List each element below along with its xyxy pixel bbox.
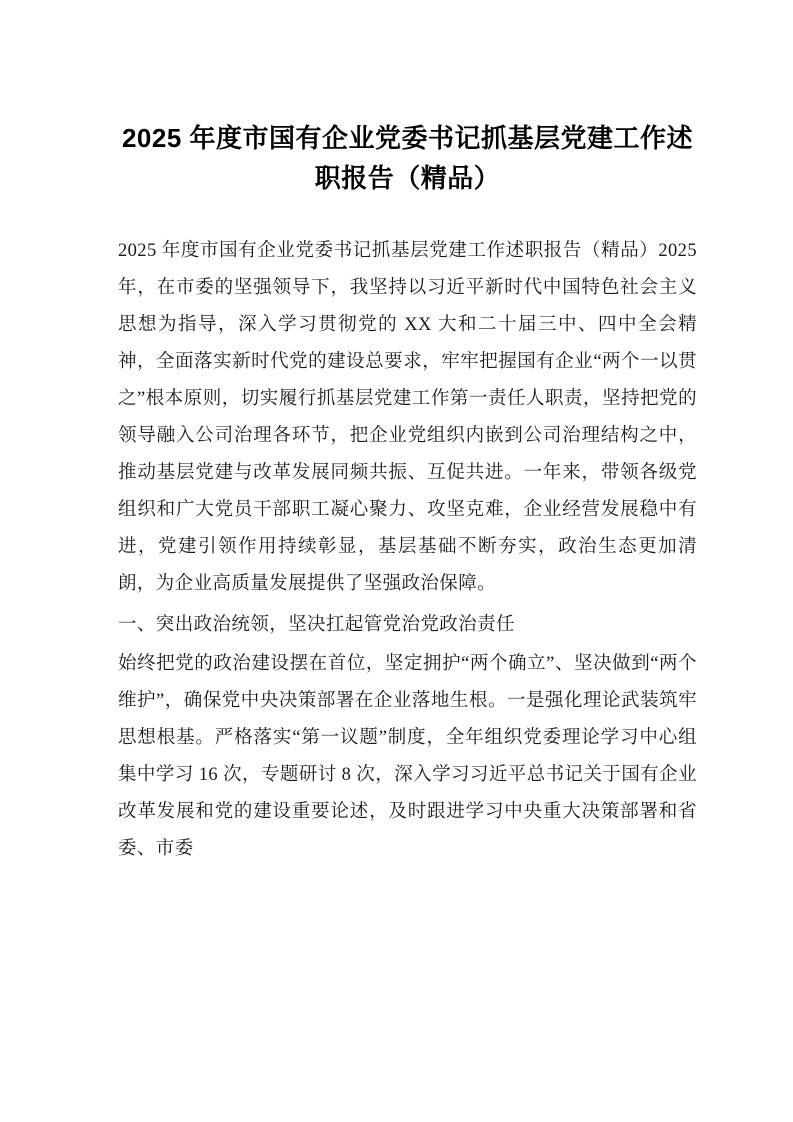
section-heading-1: 一、突出政治统领，坚决扛起管党治党政治责任: [118, 614, 515, 635]
page-title: 2025 年度市国有企业党委书记抓基层党建工作述职报告（精品）: [121, 123, 694, 194]
paragraph-intro: 2025 年度市国有企业党委书记抓基层党建工作述职报告（精品）2025 年，在市委的坚强领导下，我坚持以习近平新时代中国特色社会主义思想为指导，深入学习贯彻党的 XX 大和二十届三中、四中全会精神，全面落实新时代党的建设总要求，牢牢把握国有企业“两个一以贯之”根本原则，切实履行抓基层党建工作第一责任人职责，坚持把党的领导融入公司治理各环节，把企业党组织内嵌到公司治理结构之中，推动基层党建与改革发展同频共振、互促共进。一年来，带领各级党组织和广大党员干部职工凝心聚力、攻坚克难，企业经营发展稳中有进，党建引领作用持续彰显，基层基础不断夯实，政治生态更加清朗，为企业高质量发展提供了坚强政治保障。: [118, 240, 697, 594]
paragraph-section-1: 始终把党的政治建设摆在首位，坚定拥护“两个确立”、坚决做到“两个维护”，确保党中央决策部署在企业落地生根。一是强化理论武装筑牢思想根基。严格落实“第一议题”制度，全年组织党委理论学习中心组集中学习 16 次，专题研讨 8 次，深入学习习近平总书记关于国有企业改革发展和党的建设重要论述，及时跟进学习中央重大决策部署和省委、市委: [118, 653, 697, 859]
